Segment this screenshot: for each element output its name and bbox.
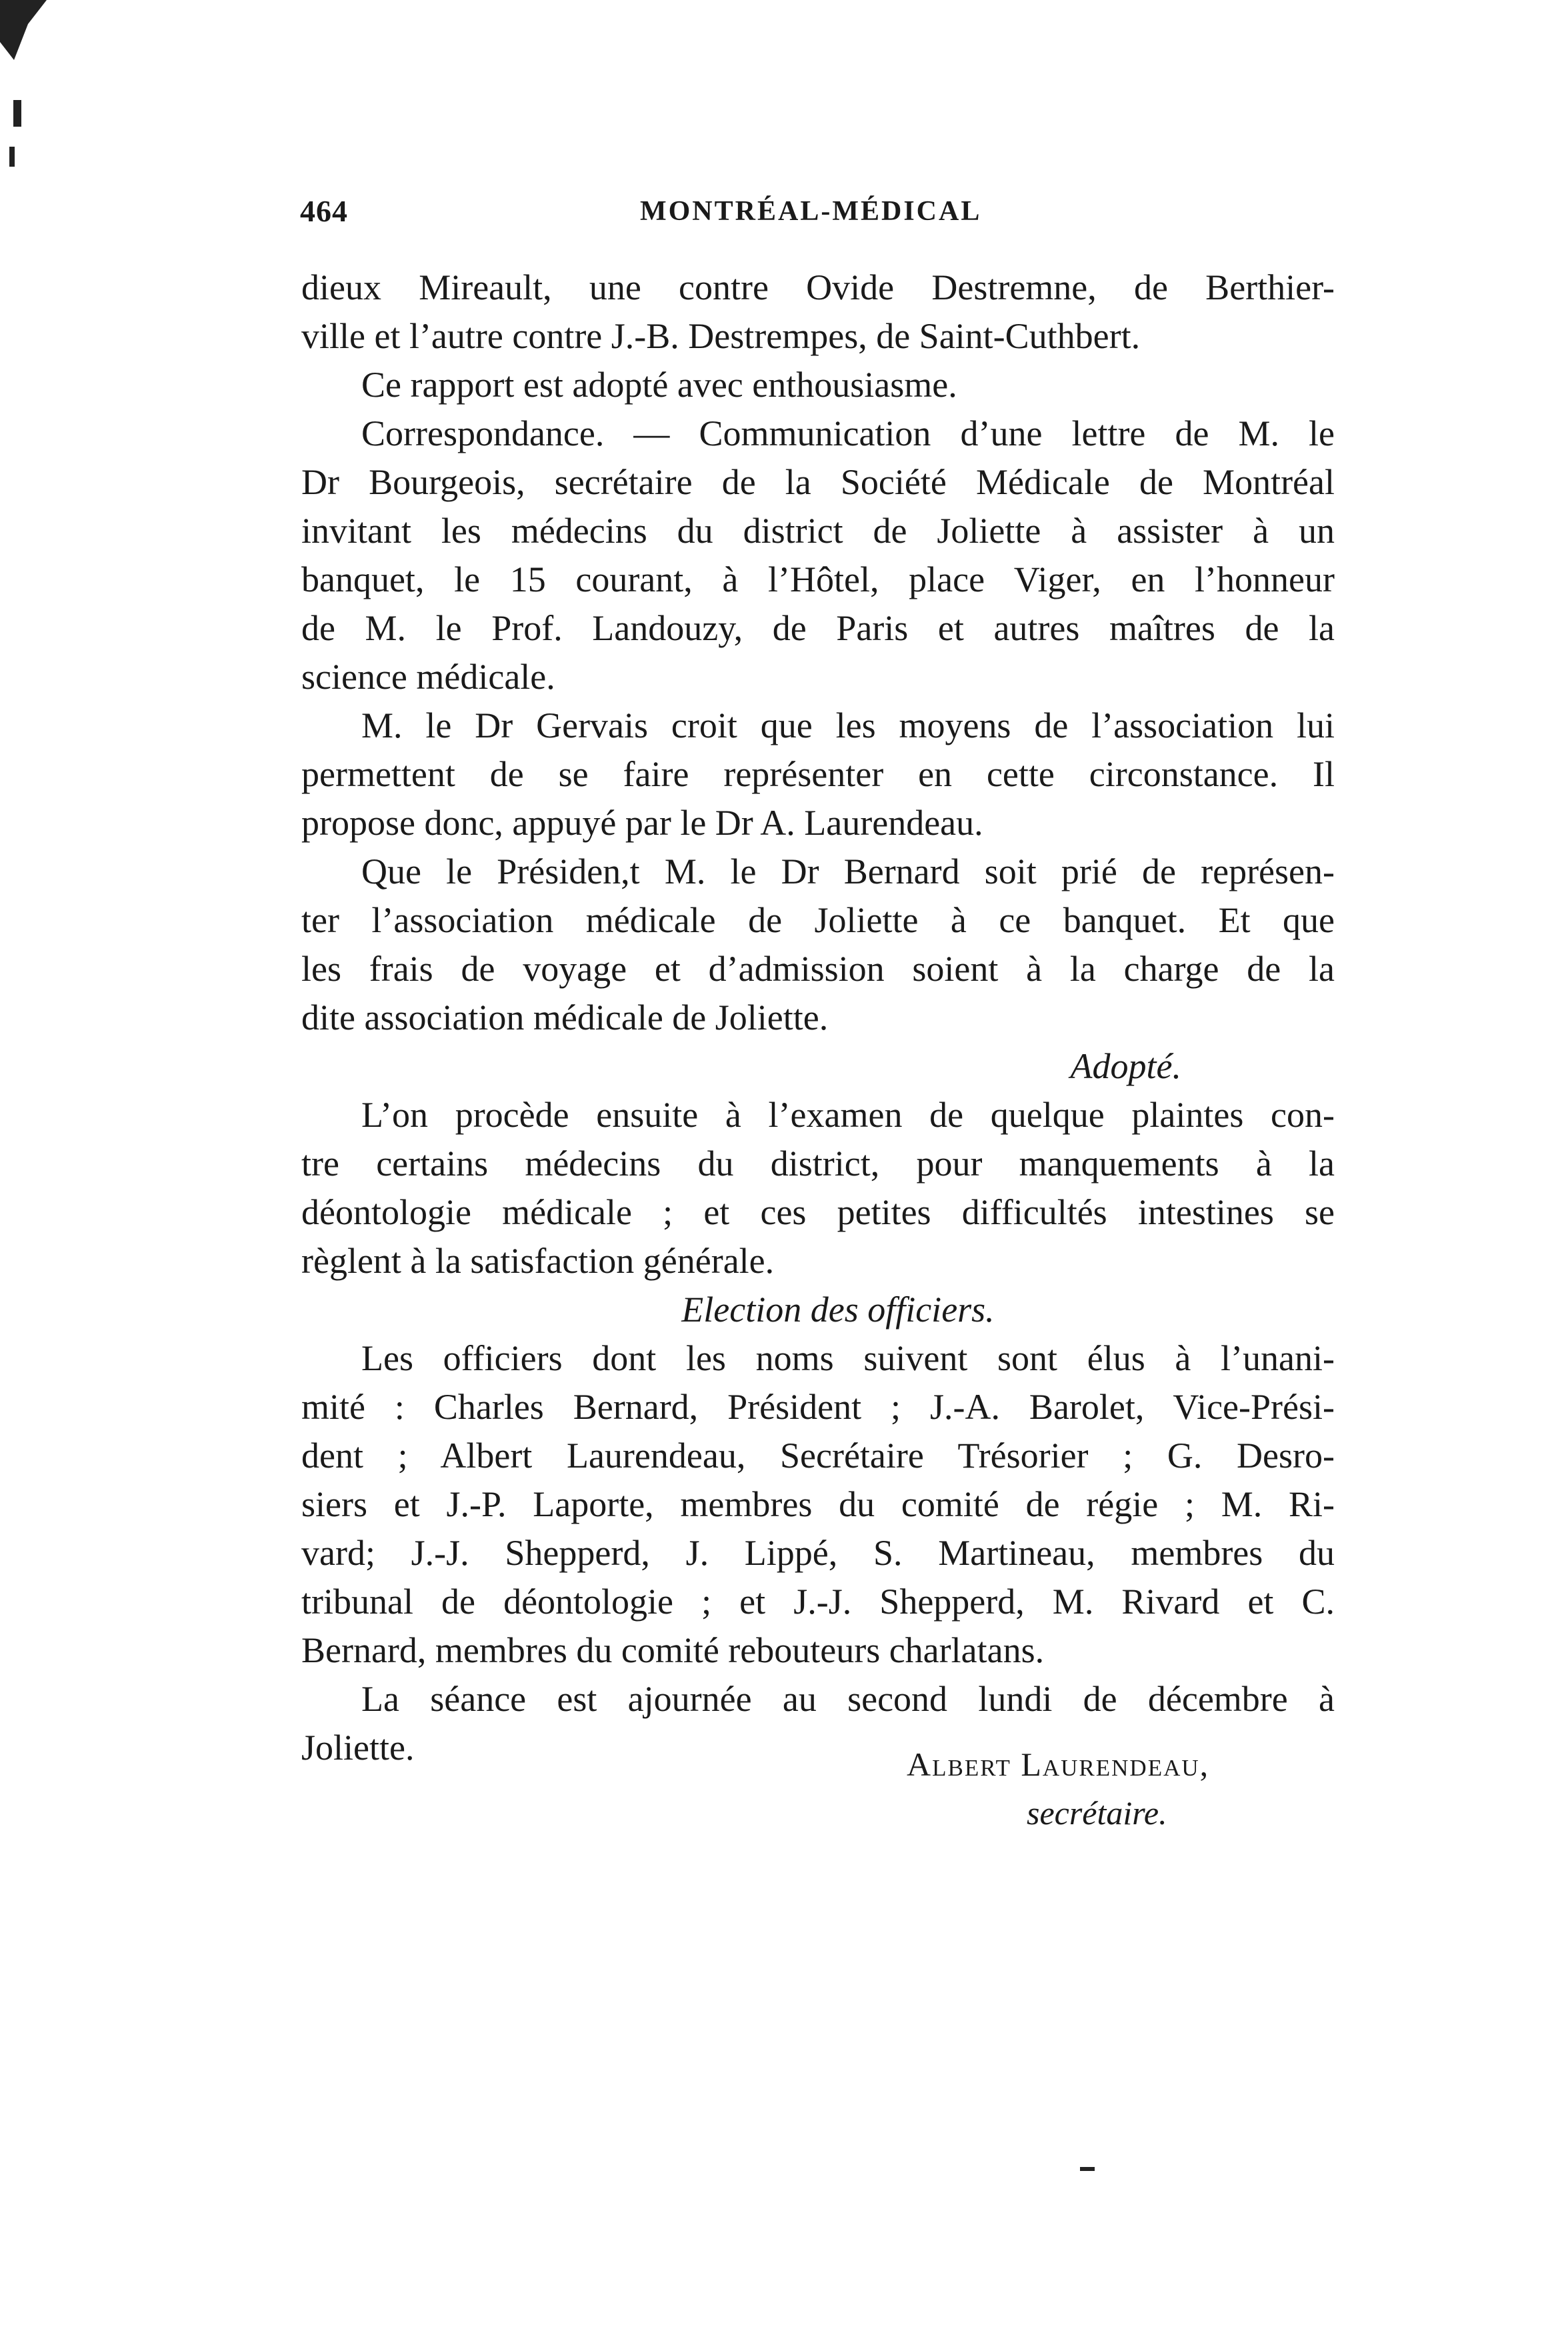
paragraph: [301, 1334, 1335, 1675]
scan-artifact: [1080, 2167, 1095, 2171]
text-line: tribunal de déontologie ; et J.-J. Shepperd, M. Rivard et C.: [301, 1582, 1335, 1622]
running-title: MONTRÉAL-MÉDICAL: [640, 196, 982, 227]
paragraph-correspondance: [301, 409, 1335, 701]
paragraph: [301, 701, 1335, 847]
body-text: [301, 263, 1335, 1772]
page-header: [267, 188, 1333, 235]
signature-block: [907, 1740, 1209, 1838]
scan-artifact: [9, 147, 15, 167]
paragraph: [301, 1091, 1335, 1286]
text-line: Ce rapport est adopté avec enthousiasme.: [361, 365, 957, 405]
text-line: Bernard, membres du comité rebouteurs charlatans.: [301, 1630, 1045, 1670]
text-line: mité : Charles Bernard, Président ; J.-A. Barolet, Vice-Prési-: [301, 1387, 1335, 1427]
text-line: science médicale.: [301, 657, 555, 697]
text-line: Que le Présiden,t M. le Dr Bernard soit prié de représen-: [361, 851, 1335, 891]
text-line: tre certains médecins du district, pour manquements à la: [301, 1143, 1335, 1184]
text-line: règlent à la satisfaction générale.: [301, 1241, 775, 1281]
text-line: L’on procède ensuite à l’examen de quelque plaintes con-: [361, 1095, 1335, 1135]
text-line: Les officiers dont les noms suivent sont élus à l’unani-: [361, 1338, 1335, 1378]
text-line: Joliette.: [301, 1728, 415, 1768]
text-line: déontologie médicale ; et ces petites difficultés intestines se: [301, 1192, 1335, 1232]
text-line: Correspondance. — Communication d’une lettre de M. le: [361, 413, 1335, 453]
text-line: dent ; Albert Laurendeau, Secrétaire Trésorier ; G. Desro-: [301, 1436, 1335, 1476]
text-line: invitant les médecins du district de Joliette à assister à un: [301, 511, 1335, 551]
text-line: dieux Mireault, une contre Ovide Destremne, de Berthier-: [301, 267, 1335, 307]
text-line: banquet, le 15 courant, à l’Hôtel, place Viger, en l’honneur: [301, 559, 1335, 599]
text-line: vard; J.-J. Shepperd, J. Lippé, S. Martineau, membres du: [301, 1533, 1335, 1573]
paragraph: [301, 263, 1335, 361]
text-line: siers et J.-P. Laporte, membres du comité de régie ; M. Ri-: [301, 1484, 1335, 1524]
paragraph: [301, 847, 1335, 1042]
text-line: les frais de voyage et d’admission soient à la charge de la: [301, 949, 1335, 989]
text-line: La séance est ajournée au second lundi de décembre à: [361, 1679, 1335, 1719]
text-line: ville et l’autre contre J.-B. Destrempes, de Saint-Cuthbert.: [301, 316, 1141, 356]
paragraph: [301, 361, 1335, 409]
text-line: M. le Dr Gervais croit que les moyens de l’association lui: [361, 705, 1335, 745]
section-heading: Election des officiers.: [681, 1290, 995, 1330]
text-line: ter l’association médicale de Joliette à ce banquet. Et que: [301, 900, 1335, 940]
adopted-note: Adopté.: [1070, 1046, 1181, 1086]
signature-role: secrétaire.: [1027, 1794, 1167, 1832]
scan-artifact: [13, 100, 21, 127]
text-line: de M. le Prof. Landouzy, de Paris et autres maîtres de la: [301, 608, 1335, 648]
text-line: propose donc, appuyé par le Dr A. Laurendeau.: [301, 803, 983, 843]
text-line: permettent de se faire représenter en cette circonstance. Il: [301, 754, 1335, 794]
page-number: 464: [300, 194, 348, 228]
scan-artifact: [0, 0, 47, 60]
signature-name: Albert Laurendeau,: [907, 1746, 1210, 1783]
text-line: Dr Bourgeois, secrétaire de la Société Médicale de Montréal: [301, 462, 1335, 502]
text-line: dite association médicale de Joliette.: [301, 997, 829, 1037]
